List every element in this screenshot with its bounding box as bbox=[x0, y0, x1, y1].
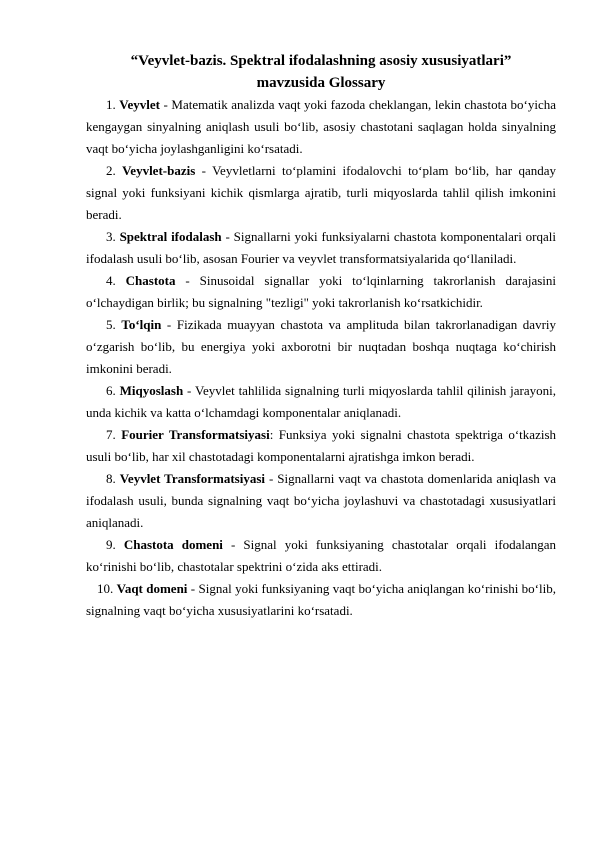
entry-separator: - bbox=[161, 317, 177, 332]
entry-term: Veyvlet bbox=[119, 97, 160, 112]
entry-term: Miqyoslash bbox=[119, 383, 184, 398]
entry-definition: Fizikada muayyan chastota va amplituda bilan takrorlanadigan davriy o‘zgarish bo‘lib, bu energiya yoki axborotni bir nuqtadan boshqa nuqtaga ko‘chirish imkonini beradi. bbox=[86, 317, 557, 376]
entry-separator: - bbox=[265, 471, 278, 486]
entry-number: 5. bbox=[106, 317, 116, 332]
glossary-entry-2 bbox=[86, 160, 556, 226]
entry-term: Chastota domeni bbox=[123, 537, 223, 552]
glossary-entry-1 bbox=[86, 94, 556, 160]
entry-definition: Matematik analizda vaqt yoki fazoda cheklangan, lekin chastota bo‘yicha kengaygan sinyalning aniqlash usuli bo‘lib, asosiy chastotani saqlagan holda sinyalning vaqt bo‘yicha joylashganligini ko‘rsatadi. bbox=[86, 97, 556, 156]
entry-definition: Sinusoidal signallar yoki to‘lqinlarning takrorlanish darajasini o‘lchaydigan birlik; bu signalning "tezligi" yoki takrorlanish ko‘rsatkichidir. bbox=[86, 273, 556, 310]
entry-definition: Signal yoki funksiyaning vaqt bo‘yicha aniqlangan ko‘rinishi bo‘lib, signalning vaqt bo‘yicha xususiyatlarini ko‘rsatadi. bbox=[86, 581, 556, 618]
entry-separator: - bbox=[222, 537, 244, 552]
entry-term: Veyvlet Transformatsiyasi bbox=[119, 471, 266, 486]
entry-separator: - bbox=[195, 163, 213, 178]
entry-definition: Signallarni vaqt va chastota domenlarida aniqlash va ifodalash usuli, bunda signalning vaqt bo‘yicha joylashuvi va chastotadagi xususiyatlari aniqlanadi. bbox=[86, 471, 556, 530]
glossary-entry-8 bbox=[86, 468, 556, 534]
entry-term: Veyvlet-bazis bbox=[122, 163, 196, 178]
entry-separator: : bbox=[269, 427, 279, 442]
entry-term: Vaqt domeni bbox=[116, 581, 188, 596]
entry-definition: Veyvletlarni to‘plamini ifodalovchi to‘plam bo‘lib, har qanday signal yoki funksiyani kichik qismlarga ajratib, turli miqyoslarda tahlil qilish imkonini beradi. bbox=[86, 163, 556, 222]
title-line-2: mavzusida Glossary bbox=[256, 75, 386, 91]
entry-separator: - bbox=[183, 383, 195, 398]
glossary-entry-5 bbox=[86, 314, 556, 380]
entry-number: 4. bbox=[106, 273, 116, 288]
glossary-entry-6 bbox=[86, 380, 556, 424]
entry-number: 8. bbox=[106, 471, 116, 486]
glossary-entry-4 bbox=[86, 270, 556, 314]
entry-definition: Veyvlet tahlilida signalning turli miqyoslarda tahlil qilinish jarayoni, unda kichik va katta o‘lchamdagi komponentalar aniqlanadi. bbox=[86, 383, 556, 420]
title-line-1: “Veyvlet-bazis. Spektral ifodalashning asosiy xususiyatlari” bbox=[130, 53, 512, 69]
entry-definition: Funksiya yoki signalni chastota spektriga o‘tkazish usuli bo‘lib, har xil chastotadagi komponentalarni ajratishga imkon beradi. bbox=[86, 427, 557, 464]
document-page bbox=[86, 50, 556, 622]
entry-number: 6. bbox=[106, 383, 116, 398]
entry-number: 2. bbox=[106, 163, 116, 178]
entry-number: 1. bbox=[106, 97, 116, 112]
entry-term: Spektral ifodalash bbox=[119, 229, 222, 244]
glossary-entry-3 bbox=[86, 226, 556, 270]
entry-term: Fourier Transformatsiyasi bbox=[121, 427, 270, 442]
entry-number: 3. bbox=[106, 229, 116, 244]
entry-term: Chastota bbox=[125, 273, 176, 288]
entry-separator: - bbox=[175, 273, 200, 288]
document-title bbox=[86, 50, 556, 94]
entry-term: To‘lqin bbox=[121, 317, 162, 332]
entry-definition: Signallarni yoki funksiyalarni chastota komponentalari orqali ifodalash usuli bo‘lib, asosan Fourier va veyvlet transformatsiyalarida qo‘llaniladi. bbox=[86, 229, 556, 266]
entry-number: 9. bbox=[106, 537, 116, 552]
glossary-entry-7 bbox=[86, 424, 556, 468]
entry-separator: - bbox=[159, 97, 172, 112]
entry-number: 10. bbox=[97, 581, 114, 596]
glossary-entry-9 bbox=[86, 534, 556, 578]
entry-definition: Signal yoki funksiyaning chastotalar orqali ifodalangan ko‘rinishi bo‘lib, chastotalar spektrini o‘zida aks ettiradi. bbox=[86, 537, 556, 574]
entry-separator: - bbox=[221, 229, 234, 244]
entry-number: 7. bbox=[106, 427, 116, 442]
glossary-entry-10 bbox=[86, 578, 556, 622]
entry-separator: - bbox=[187, 581, 199, 596]
